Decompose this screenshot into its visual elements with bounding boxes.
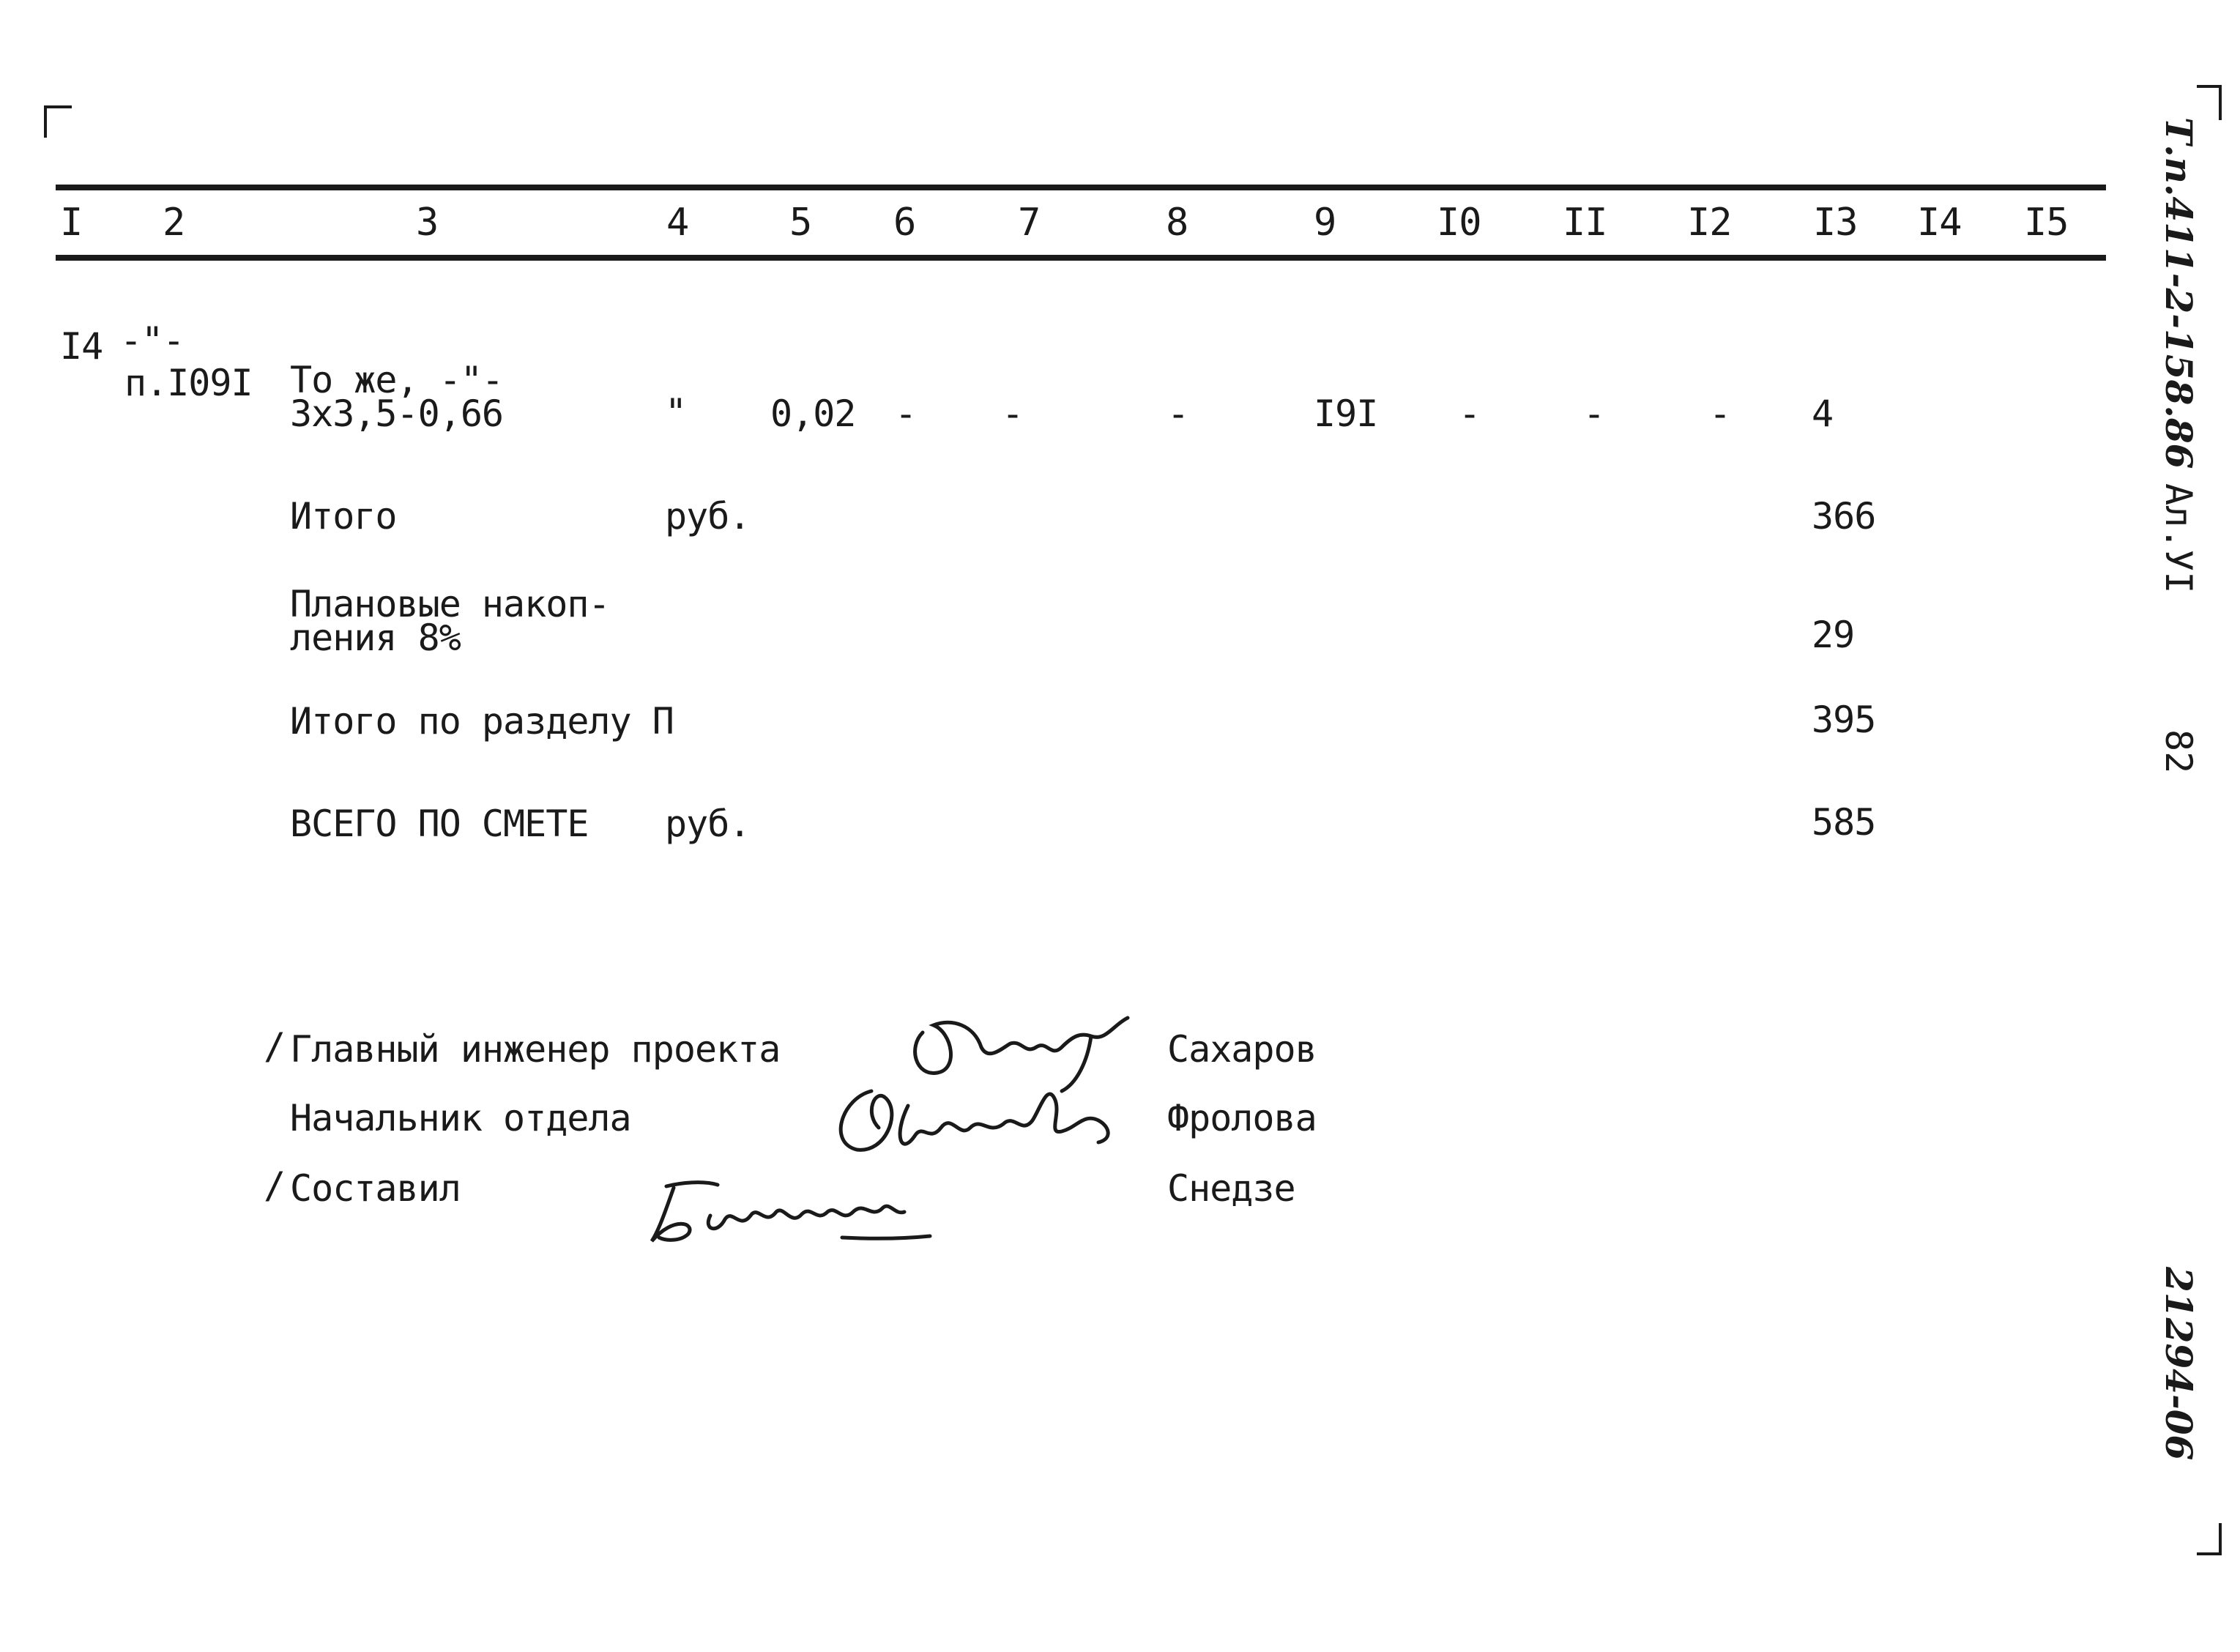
signature-role-compiled-by: Составил xyxy=(290,1167,461,1210)
row-col13: 4 xyxy=(1812,392,1834,435)
row-col8: - xyxy=(1167,392,1189,435)
summary-planned-value: 29 xyxy=(1812,614,1855,656)
signature-role-department-head: Начальник отдела xyxy=(290,1097,631,1139)
header-col-2: 2 xyxy=(163,201,185,245)
header-col-4: 4 xyxy=(666,201,689,245)
summary-grand-unit: руб. xyxy=(665,803,751,845)
row-col6: - xyxy=(895,392,917,435)
margin-page-number: 82 xyxy=(2157,729,2200,774)
header-col-7: 7 xyxy=(1018,201,1041,245)
header-col-3: 3 xyxy=(416,201,439,245)
row-name-line2: 3х3,5-0,66 xyxy=(290,392,504,435)
header-col-5: 5 xyxy=(789,201,812,245)
row-col11: - xyxy=(1583,392,1605,435)
row-reference: п.I09I xyxy=(124,362,253,404)
row-name-line1: То же, -"- xyxy=(290,359,504,401)
signature-name-snedze: Снедзе xyxy=(1167,1167,1295,1210)
row-number: I4 xyxy=(60,325,103,368)
header-bottom-rule xyxy=(56,255,2106,261)
summary-total-unit: руб. xyxy=(665,495,751,537)
handwritten-signature-frolova xyxy=(820,1069,1128,1179)
header-col-6: 6 xyxy=(893,201,916,245)
row-col9: I9I xyxy=(1314,392,1378,435)
margin-inventory-number: 21294-06 xyxy=(2157,1267,2200,1461)
margin-album: Ал.УI xyxy=(2157,483,2200,594)
header-col-12: I2 xyxy=(1687,201,1732,245)
summary-grand-label: ВСЕГО ПО СМЕТЕ xyxy=(290,803,589,845)
summary-section-value: 395 xyxy=(1812,699,1876,741)
summary-planned-label-line1: Плановые накоп- xyxy=(290,583,610,625)
row-col12: - xyxy=(1709,392,1731,435)
corner-mark-bottom-right xyxy=(2197,1523,2222,1555)
header-col-14: I4 xyxy=(1917,201,1962,245)
signature-name-sakharov: Сахаров xyxy=(1167,1028,1317,1071)
signature-name-frolova: Фролова xyxy=(1167,1097,1317,1139)
header-col-1: I xyxy=(60,201,83,245)
row-ditto-mark: -"- xyxy=(120,319,185,362)
summary-section-label: Итого по разделу П xyxy=(290,700,674,743)
header-col-9: 9 xyxy=(1314,201,1336,245)
header-col-10: I0 xyxy=(1437,201,1481,245)
row-unit: " xyxy=(665,391,687,434)
header-col-15: I5 xyxy=(2024,201,2069,245)
corner-mark-top-left xyxy=(44,105,72,138)
row-col10: - xyxy=(1459,392,1481,435)
signature-role-chief-engineer: Главный инженер проекта xyxy=(290,1028,781,1071)
summary-planned-label-line2: ления 8% xyxy=(290,617,461,659)
summary-grand-value: 585 xyxy=(1812,801,1876,844)
signature-mark-1: / xyxy=(264,1025,286,1068)
row-col5: 0,02 xyxy=(770,392,856,435)
summary-total-value: 366 xyxy=(1812,495,1876,537)
summary-total-label: Итого xyxy=(290,495,397,537)
header-col-8: 8 xyxy=(1166,201,1188,245)
header-col-13: I3 xyxy=(1813,201,1858,245)
corner-mark-top-right xyxy=(2197,85,2222,120)
margin-doc-code: Т.п.411-2-158.86 xyxy=(2157,117,2200,469)
row-col7: - xyxy=(1002,392,1024,435)
header-col-11: II xyxy=(1563,201,1607,245)
handwritten-signature-berseneva xyxy=(622,1172,959,1252)
signature-mark-3: / xyxy=(264,1164,286,1207)
header-top-rule xyxy=(56,185,2106,190)
